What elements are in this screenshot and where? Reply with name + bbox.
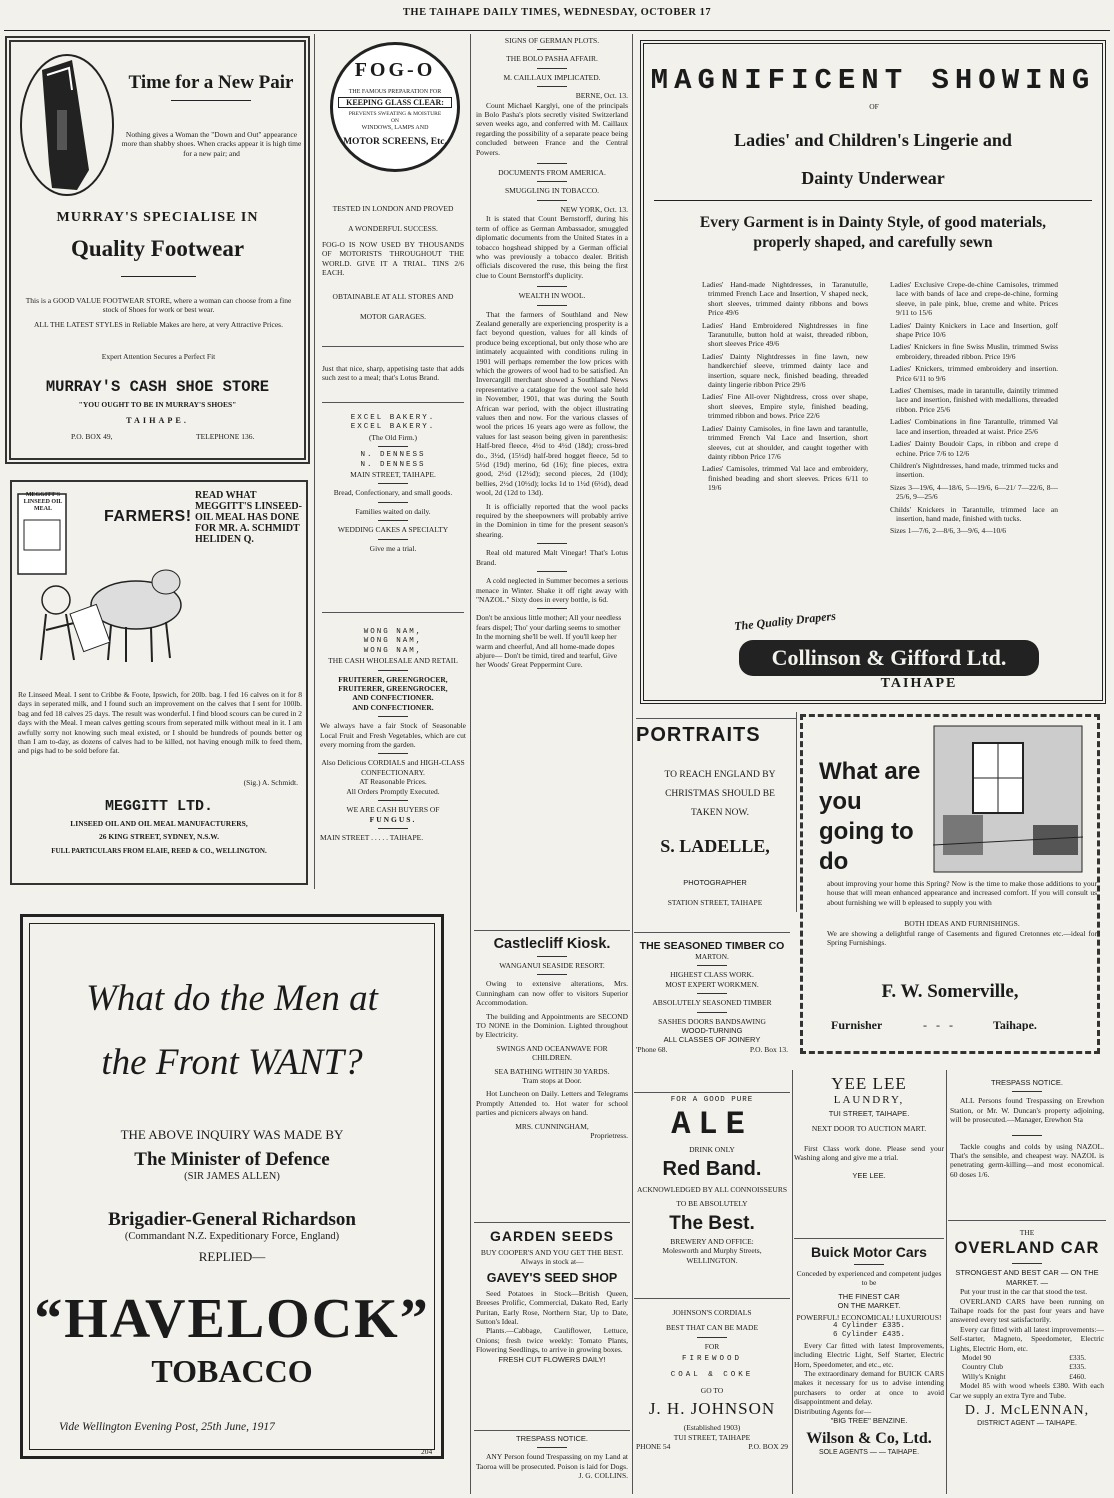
- buick-title: Buick Motor Cars: [811, 1244, 927, 1260]
- excel-trial: Give me a trial.: [369, 543, 417, 553]
- news-dateline-2: NEW YORK, Oct. 13.: [560, 204, 628, 214]
- ale-addr: Molesworth and Murphy Streets,: [662, 1246, 762, 1256]
- gavey-p1: BUY COOPER'S AND YOU GET THE BEST.: [480, 1248, 624, 1257]
- meggitt-letter: Re Linseed Meal. I sent to Cribbe & Foote, Ipswich, for 20lb. bag. I fed 16 calves on it for 8 days in seperated milk, and I found such an improvement on the calves that I sent for 100lb. bag and fed 18 calves 25 days. The result was wonderful. I find blood scours can be cured in 2 days with the Meal. I mean calves getting scours from seperated milk without meal in it. I am awfully sorry not knowing such meal existed, or I should be hundreds of pounds better og than I am to-day, as dozens of calves had to be killed, not having enough milk to feed them, and pigs had to be sold before fat.: [18, 690, 302, 756]
- news-p4: It is officially reported that the wool packs required by the sheepowners will probably arrive in the Dominion in time for the present season's shearing.: [476, 501, 628, 539]
- havelock-brand: “HAVELOCK”: [34, 1288, 430, 1350]
- yee-lee-ad: [794, 1074, 944, 1234]
- johnson-best: BEST THAT CAN BE MADE: [665, 1323, 759, 1333]
- news-column: [476, 36, 628, 936]
- fogo-ring-line4: WINDOWS, LAMPS AND: [361, 125, 429, 131]
- news-poem: Don't be anxious little mother; All your needless fears dispel; Tho' your darling seems to smother In the morning she'll be well. If you'll keep her warm and cheerful, And all home-made dopes abjure— Don't be timid, tired and tearful, Give her Woods' Great Peppermint Cure.: [476, 613, 622, 670]
- meggitt-sig: (Sig.) A. Schmidt.: [243, 778, 298, 787]
- johnson-ad: [636, 1308, 788, 1494]
- fogo-ring-bottom: MOTOR SCREENS, Etc.: [343, 137, 447, 147]
- lingerie-brand: Collinson & Gifford Ltd.: [739, 640, 1039, 676]
- trespass-notice-2: [950, 1078, 1104, 1194]
- gavey-p2: Always in stock at—: [520, 1257, 584, 1267]
- portraits-prof: PHOTOGRAPHER: [683, 878, 747, 887]
- news-h4: DOCUMENTS FROM AMERICA.: [498, 168, 606, 178]
- lingerie-left-list: [702, 280, 868, 496]
- buick-p1: Conceded by experienced and competent judges to be: [796, 1269, 942, 1288]
- lingerie-right-item: Children's Nightdresses, hand made, trimmed tucks and insertion.: [890, 460, 1058, 480]
- yeelee-next: NEXT DOOR TO AUCTION MART.: [811, 1124, 927, 1134]
- timber-ad: [636, 940, 788, 1080]
- timber-l2: MOST EXPERT WORKMEN.: [665, 979, 759, 989]
- castlecliff-p6: Hot Luncheon on Daily. Letters and Telegrams Promptly Attended to. Hot water for school parties and picnicers always on hand.: [476, 1089, 628, 1118]
- buick-name: Wilson & Co, Ltd.: [806, 1429, 932, 1447]
- wongnam-sub: THE CASH WHOLESALE AND RETAIL: [328, 656, 458, 666]
- gavey-p5: FRESH CUT FLOWERS DAILY!: [498, 1354, 606, 1364]
- portraits-name: S. LADELLE,: [660, 836, 770, 856]
- timber-l4: SASHES DOORS BANDSAWING: [658, 1016, 766, 1026]
- fogo-ring-line2: KEEPING GLASS CLEAR:: [338, 97, 452, 108]
- timber-title: THE SEASONED TIMBER CO: [639, 940, 785, 952]
- buick-p3: Every Car fitted with latest Improvements, including Electric Light, Self Starter, Electric Horn, Speedometer, and etc., etc.: [794, 1340, 944, 1369]
- overland-title: OVERLAND CAR: [954, 1239, 1100, 1258]
- buick-p4: The extraordinary demand for BUICK CARS makes it necessary for us to advise intending purchasers to order at once to avoid disappointment and delay.: [794, 1369, 944, 1407]
- lingerie-of: OF: [869, 102, 879, 111]
- portraits-title: PORTRAITS: [636, 724, 761, 746]
- gavey-title: GARDEN SEEDS: [489, 1228, 615, 1244]
- timber-phone: 'Phone 68.: [636, 1044, 668, 1054]
- lingerie-right-list: [890, 280, 1058, 539]
- excel-bread: Bread, Confectionary, and small goods.: [333, 488, 453, 498]
- fogo-body: FOG-O IS NOW USED BY THOUSANDS OF MOTORISTS THROUGHOUT THE WORLD. GIVE IT A TRIAL. TINS 2/6 EACH.: [322, 240, 464, 278]
- trespass1-body: ANY Person found Trespassing on my Land at Taoroa will be prosecuted. Poison is laid for Dogs.: [476, 1452, 628, 1471]
- wongnam-name-3: WONG NAM,: [363, 646, 423, 655]
- fogo-badge: [330, 42, 460, 172]
- somerville-p1: about improving your home this Spring? Now is the time to make those additions to your house that will mean enhanced appearance and increased comfort. If you will consult us about furnishing we will b epleased to supply you with: [827, 879, 1097, 907]
- overland-m3p: £460.: [1069, 1371, 1086, 1381]
- castlecliff-sub: WANGANUI SEASIDE RESORT.: [499, 961, 605, 970]
- ale-brewery: BREWERY AND OFFICE:: [670, 1236, 754, 1246]
- overland-model-2: [950, 1362, 1104, 1371]
- fogo-ring-top: FOG-O: [354, 59, 436, 81]
- fogo-garages: MOTOR GARAGES.: [359, 312, 427, 321]
- havelock-replied: REPLIED—: [198, 1249, 266, 1264]
- buick-market: ON THE MARKET.: [837, 1301, 901, 1311]
- buick-agents: Distributing Agents for—: [794, 1406, 872, 1416]
- murray-pobox: P.O. BOX 49,: [71, 432, 113, 441]
- wongnam-trade2b: AND CONFECTIONER.: [352, 702, 434, 712]
- johnson-street: TUI STREET, TAIHAPE: [673, 1432, 751, 1442]
- somerville-headline: What are you going to do: [819, 758, 921, 875]
- buick-finest: THE FINEST CAR: [838, 1291, 900, 1301]
- news-h6: WEALTH IN WOOL.: [518, 291, 586, 301]
- excel-name-1: EXCEL BAKERY.: [350, 414, 436, 422]
- column-rule-1: [314, 34, 315, 889]
- page-header: THE TAIHAPE DAILY TIMES, WEDNESDAY, OCTOBER 17: [402, 7, 712, 18]
- johnson-contact: [636, 1442, 788, 1451]
- yeelee-body: First Class work done. Please send your Washing along and give me a trial.: [794, 1143, 944, 1163]
- overland-p1: Put your trust in the car that stood the test.: [960, 1287, 1088, 1297]
- castlecliff-ad: [476, 936, 628, 1236]
- overland-m2: Country Club: [962, 1362, 1004, 1372]
- lingerie-title-1: MAGNIFICENT SHOWING: [650, 64, 1096, 97]
- excel-wedding: WEDDING CAKES A SPECIALTY: [337, 525, 449, 535]
- lingerie-title-3: Dainty Underwear: [801, 168, 945, 188]
- johnson-name: J. H. JOHNSON: [648, 1399, 776, 1419]
- lingerie-title-5: properly shaped, and carefully sewn: [753, 234, 993, 251]
- trespass1-sig: J. G. COLLINS.: [578, 1471, 628, 1481]
- murray-slogan: "YOU OUGHT TO BE IN MURRAY'S SHOES": [78, 400, 237, 409]
- murray-quality: Quality Footwear: [70, 236, 245, 261]
- news-p3: That the farmers of Southland and New Zealand generally are experiencing prosperity is a fact beyond question, values for all kinds of produce being exceptional, but only those who are intimately acquainted with conditions ruling in 1901 will perhaps remember the low prices with which the growers of wool had to be satisfied. An Invercargill merchant showed a Southland News representative a catalogue for the wool sale held in November, 1901, that was during the South African war period, with the object illustrating values then and now. For the various classes of wool the prices 16 years ago were as follow, the values for last season being given in parenthesis: Half-bred fleece, 4½d to 4½d (18d); cross-bred do., 3½d, (15½d) half-bred hogget fleece, 5d to 5½d (19d) merino, 6d (16); fine pieces, extra good, 2½d (12½d); second pieces, 2d (10d); bellies, 2½d (10½d); locks 1d to 1½d (6½d), dead wool, 2d (12d to 13d).: [476, 309, 628, 498]
- johnson-firewood: FIREWOOD: [681, 1355, 742, 1364]
- castlecliff-p2: The building and Appointments are SECOND TO NONE in the Dominion. Lighted throughout by Electricity.: [476, 1011, 628, 1040]
- johnson-goto: GO TO: [700, 1386, 724, 1396]
- fogo-obtain: OBTAINABLE AT ALL STORES AND: [332, 292, 454, 301]
- news-h2: THE BOLO PASHA AFFAIR.: [506, 54, 598, 64]
- yeelee-sig: YEE LEE.: [852, 1170, 886, 1180]
- lingerie-left-item: Ladies' Fine All-over Nightdress, cross over shape, short sleeves, Empire style, finished beading, trimmed ribbon and bows. Price 22/6: [702, 392, 868, 421]
- johnson-coal: COAL & COKE: [670, 1370, 754, 1379]
- overland-agent: DISTRICT AGENT — TAIHAPE.: [977, 1420, 1077, 1428]
- somerville-town: Taihape.: [993, 1019, 1037, 1031]
- wongnam-main: MAIN STREET . . . . . TAIHAPE.: [320, 832, 424, 842]
- wongnam-trade1a: FRUITERER, GREENGROCER,: [338, 674, 448, 684]
- lingerie-right-item: Ladies' Combinations in fine Tarantulle, trimmed Val lace and insertion, threaded at waist. Price 25/6: [890, 417, 1058, 436]
- castlecliff-sig: MRS. CUNNINGHAM,: [515, 1121, 589, 1131]
- overland-the: THE: [1019, 1228, 1035, 1237]
- timber-l3: ABSOLUTELY SEASONED TIMBER: [652, 998, 772, 1008]
- gavey-p4: Plants.—Cabbage, Cauliflower, Lettuce, Onions; fresh twice weekly: Tomato Plants, Flowering Seedlings, to arrive in growing boxes.: [476, 1326, 628, 1355]
- timber-l6: ALL CLASSES OF JOINERY: [663, 1035, 761, 1045]
- lingerie-right-item: Sizes 1—7/6, 2—8/6, 3—9/6, 4—10/6: [890, 526, 1007, 536]
- lingerie-left-item: Ladies' Dainty Camisoles, in fine lawn and tarantulle, trimmed French Val Lace and Insertion, short sleeves, cut at shoulder, and caught together with dainty ribbon Price 17/6: [702, 423, 868, 461]
- overland-ad: [950, 1228, 1104, 1494]
- lingerie-title-2: Ladies' and Children's Lingerie and: [734, 130, 1012, 150]
- ale-drink: DRINK ONLY: [689, 1145, 735, 1155]
- timber-box: P.O. Box 13.: [749, 1044, 788, 1054]
- castlecliff-title: Castlecliff Kiosk.: [493, 936, 611, 952]
- trespass2-nazol: Tackle coughs and colds by using NAZOL. That's the sensible, and cheapest way. NAZOL is penetrating germ-killing—and most economical. 60 doses 1/6.: [950, 1141, 1104, 1179]
- wongnam-stock: We always have a fair Stock of Seasonable Local Fruit and Fresh Vegetables, which are cut every morning from the garden.: [320, 721, 466, 750]
- lotus-brand-ad: Just that nice, sharp, appetising taste that adds such zest to a meal; that's Lotus Brand.: [322, 364, 464, 383]
- overland-model-3: [950, 1372, 1104, 1381]
- wongnam-cordials: Also Delicious CORDIALS and HIGH-CLASS CONFECTIONARY.: [321, 758, 465, 777]
- murray-shoe-ad: [5, 36, 310, 464]
- havelock-q2: the Front WANT?: [101, 1042, 363, 1083]
- meggitt-sub: LINSEED OIL AND OIL MEAL MANUFACTURERS,: [70, 819, 248, 828]
- lingerie-right-item: Ladies' Knickers, trimmed embroidery and insertion. Price 6/11 to 9/6: [890, 364, 1058, 383]
- castlecliff-p4: SEA BATHING WITHIN 30 YARDS.: [494, 1066, 610, 1076]
- trespass2-body: ALL Persons found Trespassing on Erewhon Station, or Mr. W. Duncan's property adjoining, will be prosecuted.—Manager, Erewhon Sta: [950, 1096, 1104, 1125]
- wongnam-name-2: WONG NAM,: [363, 637, 423, 646]
- red-band-ale-ad: [636, 1096, 788, 1292]
- gavey-p3: Seed Potatoes in Stock—British Queen, Breeses Prolific, Commercial, Dakato Red, Early Puritan, Early Rose, Northern Star, Up to Date, Sutton's Ideal.: [476, 1288, 628, 1327]
- johnson-est: (Established 1903): [683, 1423, 741, 1433]
- johnson-box: P.O. BOX 29: [748, 1442, 788, 1452]
- wongnam-orders: All Orders Promptly Executed.: [346, 786, 440, 796]
- murray-title: Time for a New Pair: [128, 72, 294, 93]
- havelock-inquiry: THE ABOVE INQUIRY WAS MADE BY: [120, 1127, 344, 1142]
- excel-oldfirm: (The Old Firm.): [368, 432, 418, 442]
- news-h3: M. CAILLAUX IMPLICATED.: [503, 72, 601, 82]
- overland-m1: Model 90: [962, 1353, 991, 1363]
- wong-nam-ad: [320, 628, 466, 886]
- shoe-illustration: [17, 50, 117, 200]
- wongnam-fungus: FUNGUS.: [369, 814, 417, 824]
- overland-name: D. J. McLENNAN,: [964, 1403, 1090, 1419]
- somerville-name: F. W. Somerville,: [881, 981, 1019, 1002]
- castlecliff-p5: Tram stops at Door.: [522, 1076, 582, 1086]
- news-h1: SIGNS OF GERMAN PLOTS.: [504, 36, 600, 45]
- lingerie-left-item: Ladies' Hand-made Nightdresses, in Taranutulle, trimmed French Lace and Insertion, V shaped neck, short sleeves, trimmed dainty ribbons and bows Price 49/6: [702, 280, 868, 318]
- buick-benzine: "BIG TREE" BENZINE.: [830, 1416, 908, 1426]
- lingerie-right-item: Ladies' Dainty Boudoir Caps, in ribbon and crepe d echine. Price 7/6 to 12/6: [890, 439, 1058, 458]
- fogo-ring-line1: THE FAMOUS PREPARATION FOR: [348, 89, 442, 95]
- excel-street: MAIN STREET, TAIHAPE.: [350, 470, 436, 480]
- murray-specialise: MURRAY'S SPECIALISE IN: [56, 210, 259, 225]
- yeelee-street: TUI STREET, TAIHAPE.: [828, 1109, 910, 1118]
- havelock-allen: (SIR JAMES ALLEN): [184, 1171, 280, 1182]
- news-nazol: A cold neglected in Summer becomes a serious menace in Winter. Shake it off right away with "NAZOL." Sixty does in every bottle, is 6d.: [476, 576, 628, 604]
- buick-sole: SOLE AGENTS — — TAIHAPE.: [818, 1448, 920, 1456]
- wongnam-trade1b: FRUITERER, GREENGROCER,: [338, 684, 448, 694]
- fogo-ring-line3: PREVENTS SWEATING & MOISTURE ON: [348, 111, 442, 124]
- overland-p3: Every car fitted with all latest improvements:— Self-starter, Magneto, Speedometer, Electric Lights, Electric Horn, etc.: [950, 1324, 1104, 1353]
- somerville-dashes: - - -: [923, 1019, 953, 1031]
- timber-l1: HIGHEST CLASS WORK.: [670, 970, 754, 980]
- murray-p2: ALL THE LATEST STYLES in Reliable Makes are here, at very Attractive Prices.: [34, 320, 283, 329]
- portraits-body: TO REACH ENGLAND BY CHRISTMAS SHOULD BE TAKEN NOW.: [664, 770, 776, 818]
- gavey-shop: GAVEY'S SEED SHOP: [486, 1270, 618, 1285]
- lingerie-right-item: Childs' Knickers in Tarantulle, trimmed lace an insertion, hand made, finished with tucks.: [890, 504, 1058, 523]
- murray-town: TAIHAPE.: [126, 416, 189, 425]
- lingerie-left-item: Ladies' Dainty Nightdresses in fine lawn, new handkerchief sleeve, trimmed dainty lace and insertion, square neck, finished beading, threaded dainty lingerie ribbon Price 29/6: [702, 351, 868, 390]
- ale-big: ALE: [671, 1106, 753, 1144]
- meggitt-ad: [10, 480, 308, 885]
- meggitt-farmers: FARMERS!: [104, 508, 192, 525]
- meggitt-company: MEGGITT LTD.: [104, 798, 214, 815]
- lingerie-ad: [640, 40, 1106, 704]
- overland-m3: Willy's Knight: [962, 1371, 1006, 1381]
- havelock-ad: [20, 914, 444, 1459]
- trespass-notice-1: [476, 1434, 628, 1496]
- column-rule-3: [632, 34, 633, 1494]
- wongnam-trade2a: AND CONFECTIONER.: [352, 693, 434, 703]
- timber-town: MARTON.: [695, 952, 729, 961]
- meggitt-headline: READ WHAT MEGGITT'S LINSEED-OIL MEAL HAS DONE FOR MR. A. SCHMIDT HELIDEN Q.: [195, 490, 302, 545]
- meggitt-logo: MEGGITT'S LINSEED OIL MEAL: [23, 492, 63, 512]
- havelock-comm: (Commandant N.Z. Expeditionary Force, England): [124, 1231, 340, 1242]
- murray-intro: Nothing gives a Woman the "Down and Out" appearance more than shabby shoes. When cracks appear it is high time for a new pair; and: [121, 130, 302, 158]
- havelock-tobacco: TOBACCO: [151, 1353, 313, 1389]
- yeelee-laundry: LAUNDRY,: [833, 1094, 905, 1106]
- lingerie-left-item: Ladies' Hand Embroidered Nightdresses in fine Taranutulle, button hold at waist, threaded ribbon, short sleeves Price 49/6: [702, 320, 868, 349]
- portraits-addr: STATION STREET, TAIHAPE: [667, 898, 763, 907]
- ale-ack: ACKNOWLEDGED BY ALL CONNOISSEURS TO BE ABSOLUTELY: [636, 1184, 788, 1208]
- somerville-furnisher: Furnisher: [831, 1019, 883, 1031]
- excel-families: Families waited on daily.: [355, 506, 431, 516]
- somerville-ad: [800, 714, 1100, 1054]
- overland-p2: OVERLAND CARS have been running on Taihape roads for the past four years and have answered every test satisfactorily.: [950, 1296, 1104, 1325]
- trespass2-title: TRESPASS NOTICE.: [991, 1078, 1063, 1087]
- lingerie-right-item: Ladies' Dainty Knickers in Lace and Insertion, golf shape Price 10/6: [890, 320, 1058, 340]
- havelock-vide: Vide Wellington Evening Post, 25th June, 1917: [59, 1421, 275, 1433]
- overland-strongest: STRONGEST AND BEST CAR — ON THE MARKET. —: [955, 1268, 1099, 1287]
- lingerie-right-item: Ladies' Chemises, made in tarantulle, daintily trimmed lace and insertion, finished with medallions, threaded ribbon. Price 25/6: [890, 386, 1058, 414]
- wongnam-prices: AT Reasonable Prices.: [359, 777, 427, 787]
- lingerie-right-item: Sizes 3—19/6, 4—18/6, 5—19/6, 6—21/ 7—22/6, 8—25/6, 9—25/6: [890, 482, 1058, 502]
- gavey-ad: [476, 1228, 628, 1424]
- buick-ad: [794, 1244, 944, 1494]
- excel-name-2: EXCEL BAKERY.: [350, 423, 436, 432]
- excel-denness-1: N. DENNESS: [360, 451, 426, 460]
- lingerie-right-item: Ladies' Exclusive Crepe-de-chine Camisoles, trimmed lace with bands of lace and crepe-de-chine, forming sleeve, in pale pink, blue, creme and white. Prices 9/11 to 15/6: [890, 280, 1058, 318]
- news-h5: SMUGGLING IN TOBACCO.: [504, 186, 600, 196]
- fogo-tested: TESTED IN LONDON AND PROVED: [332, 204, 454, 213]
- timber-contact: [636, 1045, 788, 1054]
- news-lotus: Real old matured Malt Vinegar! That's Lotus Brand.: [476, 548, 628, 567]
- fogo-ad: [320, 38, 466, 333]
- excel-denness-2: N. DENNESS: [360, 460, 426, 469]
- overland-m1p: £335.: [1069, 1353, 1086, 1363]
- timber-l5: WOOD-TURNING: [681, 1026, 743, 1036]
- buick-p2: POWERFUL! ECONOMICAL! LUXURIOUS!: [796, 1312, 942, 1322]
- meggitt-addr: 26 KING STREET, SYDNEY, N.S.W.: [99, 832, 219, 841]
- yeelee-title: YEE LEE: [831, 1074, 907, 1093]
- room-illustration: [933, 725, 1083, 873]
- castlecliff-p1: Owing to extensive alterations, Mrs. Cunningham can now offer to visitors Superior Accommodation.: [476, 979, 628, 1008]
- buick-c6: 6 Cylinder £435.: [832, 1331, 905, 1340]
- havelock-brig: Brigadier-General Richardson: [108, 1209, 356, 1230]
- news-p1: Count Michael Karglyi, one of the principals in Bolo Pasha's plots secretly visited Switzerland seven weeks ago, and conferred with M. Caillaux regarding the possibility of a separate peace being concluded between France and the Central Powers.: [476, 100, 628, 157]
- fogo-wonderful: A WONDERFUL SUCCESS.: [348, 224, 438, 233]
- lingerie-title-4: Every Garment is in Dainty Style, of good materials,: [699, 214, 1047, 231]
- news-dateline-1: BERNE, Oct. 13.: [575, 91, 628, 101]
- johnson-phone: PHONE 54: [636, 1442, 671, 1452]
- trespass1-title: TRESPASS NOTICE.: [516, 1434, 588, 1443]
- havelock-code: 204: [421, 1447, 433, 1456]
- havelock-q1: What do the Men at: [86, 978, 378, 1019]
- wongnam-buyers: WE ARE CASH BUYERS OF: [346, 805, 440, 815]
- ale-brand: Red Band.: [662, 1157, 762, 1180]
- header-rule: [4, 30, 1110, 31]
- havelock-minister: The Minister of Defence: [134, 1149, 330, 1170]
- lingerie-quality: The Quality Drapers: [733, 608, 837, 634]
- johnson-for: FOR: [704, 1341, 720, 1351]
- lingerie-left-item: Ladies' Camisoles, trimmed Val lace and embroidery, finished beading and short sleeves. Prices 6/11 to 19/6: [702, 464, 868, 493]
- column-rule-2: [470, 34, 471, 1494]
- ale-best: The Best.: [669, 1212, 755, 1234]
- murray-p3: Expert Attention Secures a Perfect Fit: [101, 352, 216, 361]
- johnson-title: JOHNSON'S CORDIALS: [672, 1308, 752, 1317]
- lingerie-right-item: Ladies' Knickers in fine Swiss Muslin, trimmed Swiss embroidery, threaded ribbon. Price 19/6: [890, 342, 1058, 361]
- meggitt-agents: FULL PARTICULARS FROM ELAIE, REED & CO., WELLINGTON.: [51, 847, 267, 855]
- portraits-ad: [636, 724, 794, 914]
- castlecliff-prop: Proprietress.: [590, 1131, 628, 1141]
- ale-l1: FOR A GOOD PURE: [670, 1096, 754, 1104]
- excel-bakery-ad: [320, 414, 466, 604]
- murray-p1: This is a GOOD VALUE FOOTWEAR STORE, where a woman can choose from a fine stock of Shoes for work or best wear.: [25, 296, 292, 315]
- murray-store: MURRAY'S CASH SHOE STORE: [45, 378, 270, 396]
- overland-m2p: £335.: [1069, 1362, 1086, 1372]
- wongnam-name-1: WONG NAM,: [363, 628, 423, 636]
- murray-phone: TELEPHONE 136.: [196, 432, 255, 441]
- somerville-ideas: BOTH IDEAS AND FURNISHINGS.: [904, 919, 1020, 928]
- lingerie-town: TAIHAPE: [880, 676, 958, 691]
- ale-city: WELLINGTON.: [686, 1255, 738, 1265]
- overland-model-1: [950, 1353, 1104, 1362]
- news-p2: It is stated that Count Bernstorff, during his term of office as German Ambassador, smuggled diplomatic documents from the United States in a tobacco hogshead shipped by a German official who was previously a tobacco dealer. British officials discovered the ruse, this being the first clue to Count Bernstorff's duplicity.: [476, 214, 628, 280]
- overland-p4: Model 85 with wood wheels £380. With each Car we supply an extra Tyre and Tube.: [950, 1381, 1104, 1400]
- somerville-p2: We are showing a delightful range of Casements and figured Cretonnes etc.—ideal for Spring Furnishings.: [827, 929, 1097, 948]
- buick-c4: 4 Cylinder £335.: [832, 1322, 905, 1331]
- castlecliff-p3: SWINGS AND OCEANWAVE FOR CHILDREN.: [496, 1043, 608, 1063]
